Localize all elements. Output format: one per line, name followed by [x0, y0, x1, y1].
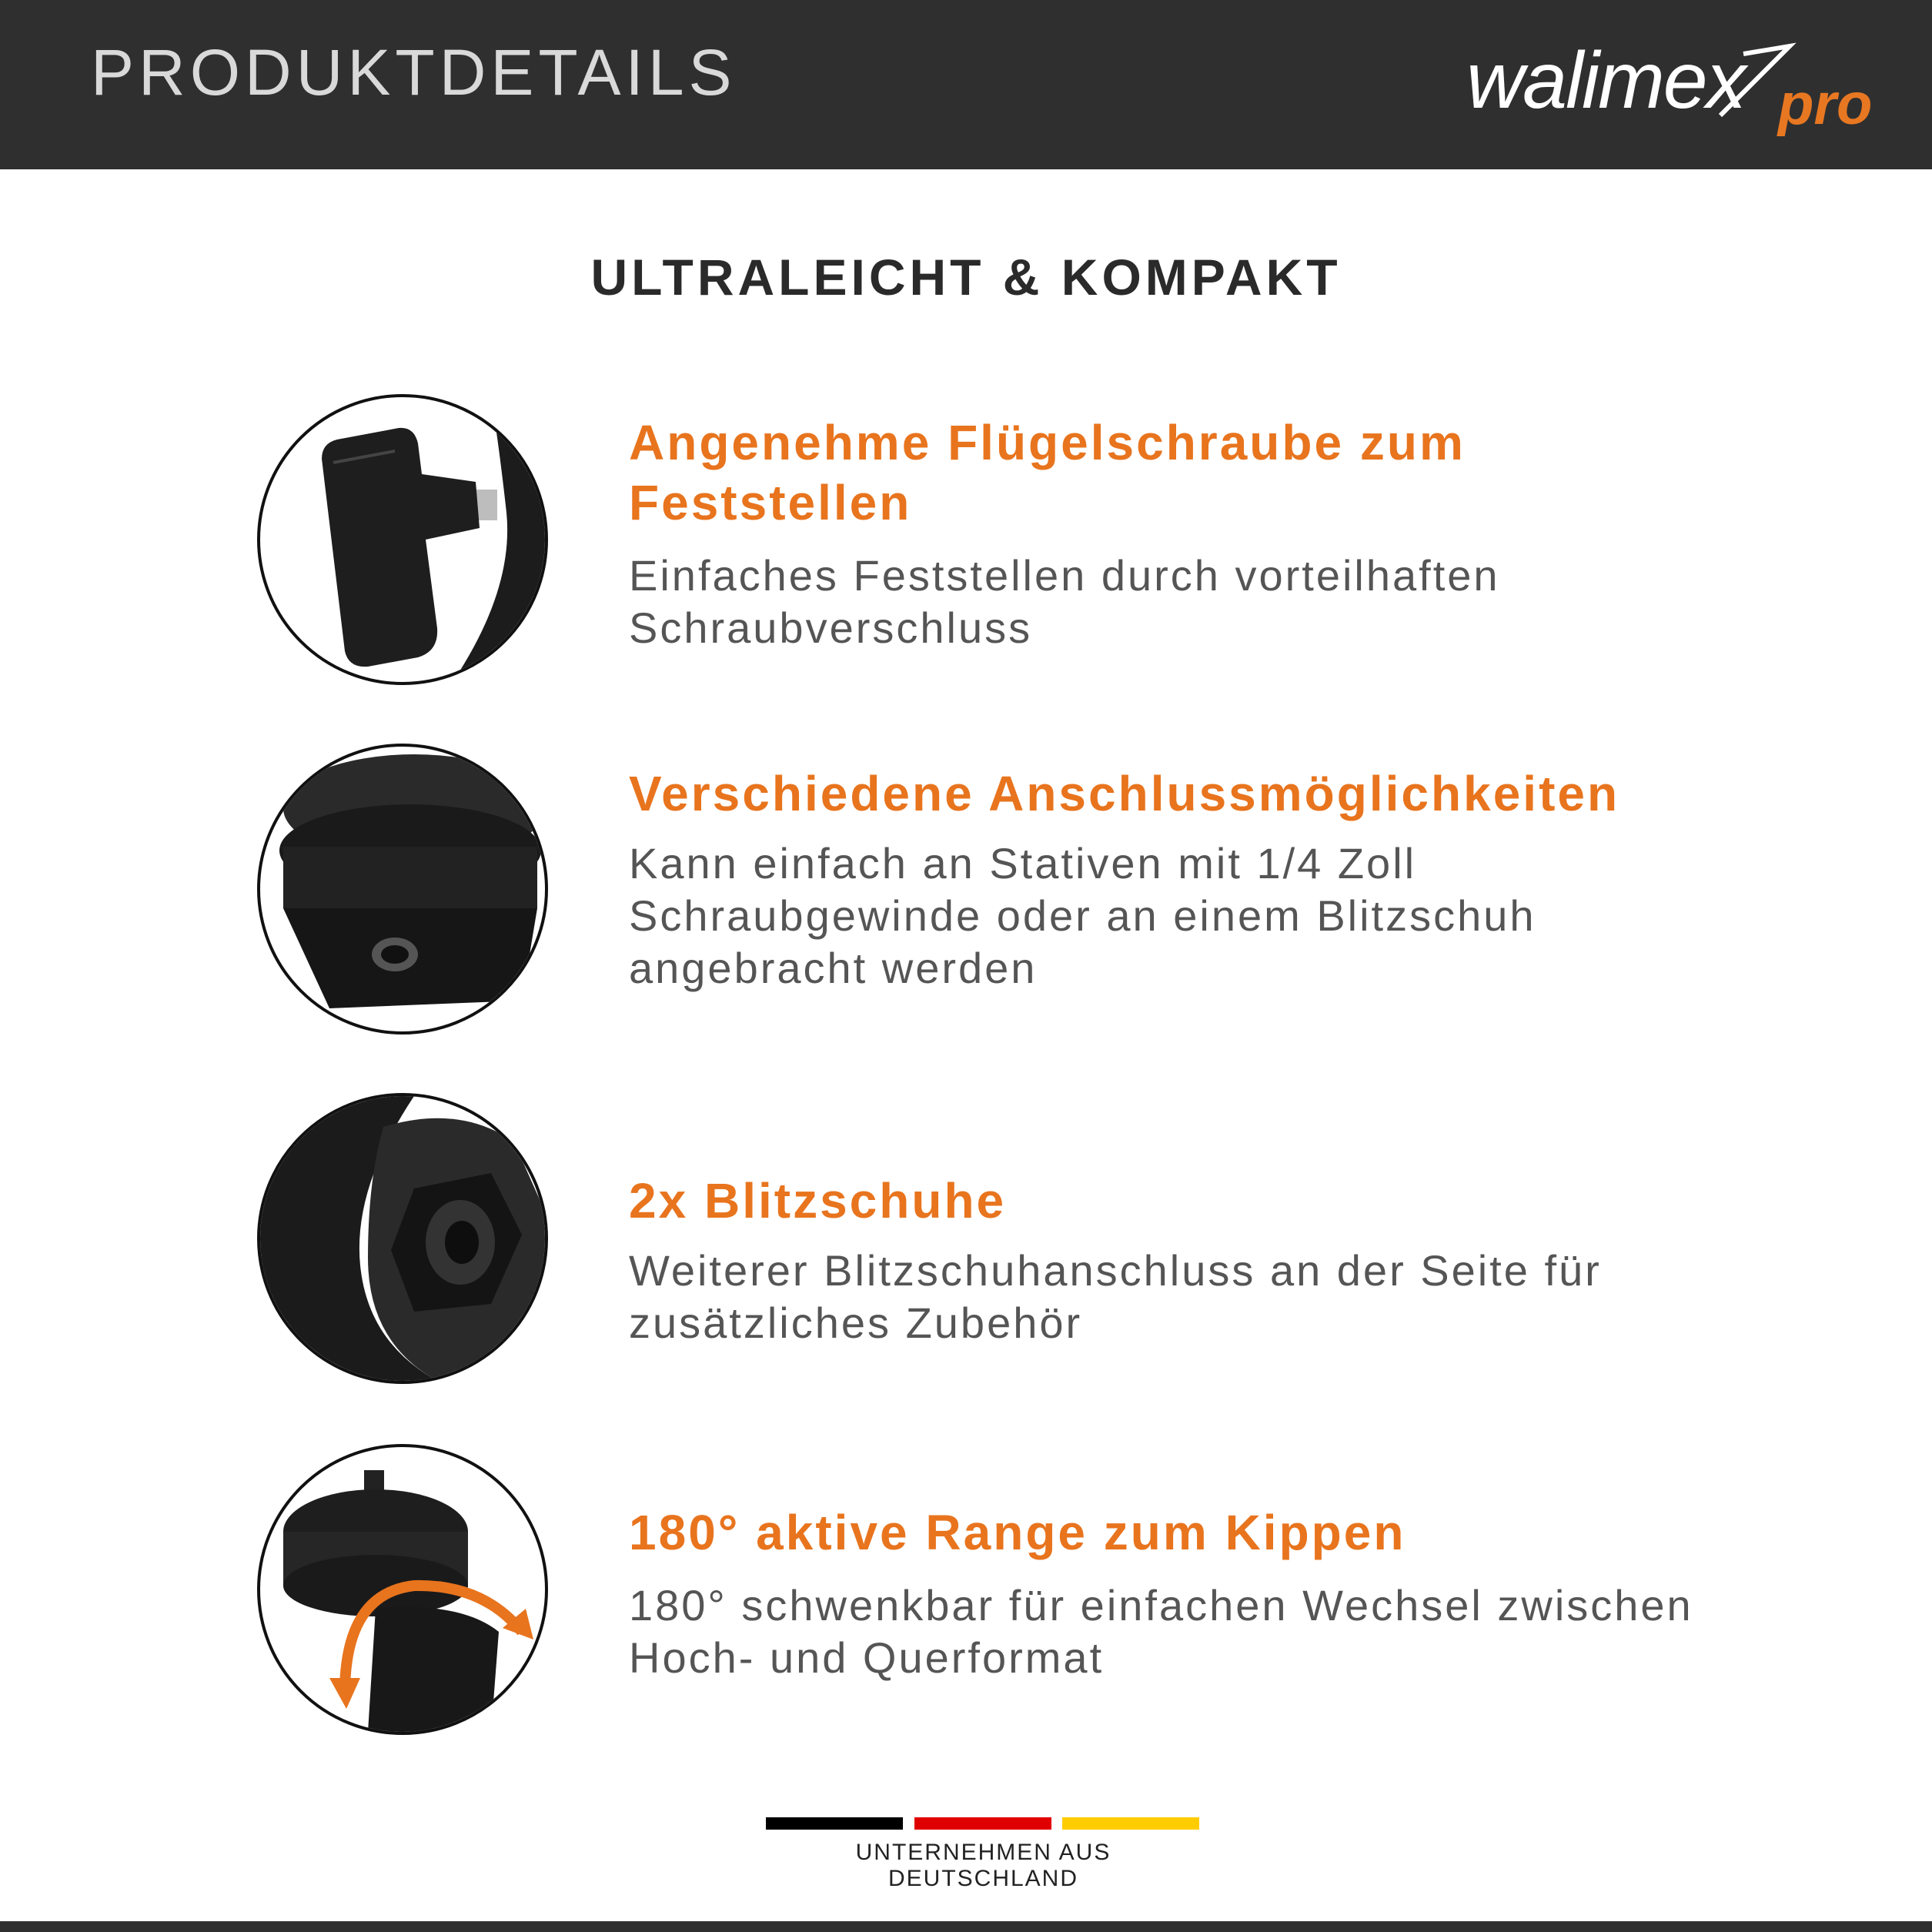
flag-stripe-gold [1062, 1817, 1199, 1830]
feature-description: Einfaches Feststellen durch vorteilhaften Schraubverschluss [629, 551, 1500, 652]
feature-title: Angenehme Flügelschraube zum Feststellen [629, 415, 1466, 530]
feature-description: 180° schwenkbar für einfachen Wechsel zwischen Hoch- und Querformat [629, 1581, 1693, 1682]
feature-description: Weiterer Blitzschuhanschluss an der Seite für zusätzliches Zubehör [629, 1246, 1602, 1347]
tilt-head-photo-icon [257, 1444, 548, 1735]
thread-adapter-photo-icon [257, 744, 548, 1035]
footer-note: UNTERNEHMEN AUS DEUTSCHLAND [855, 1840, 1111, 1891]
wing-screw-photo-icon [257, 394, 548, 685]
walimex-pro-logo [1466, 23, 1882, 137]
logo-sub-text: pro [1778, 72, 1873, 137]
feature-title: 2x Blitzschuhe [629, 1173, 1007, 1228]
feature-title: Verschiedene Anschlussmöglichkeiten [629, 766, 1620, 821]
bottom-bar [0, 1921, 1932, 1932]
logo-x-swoosh-icon [1466, 23, 1882, 131]
section-title: ULTRALEICHT & KOMPAKT [590, 249, 1342, 306]
hot-shoe-photo-icon [257, 1093, 548, 1384]
flag-stripe-red [914, 1817, 1051, 1830]
logo-main-text: walimex [1466, 36, 1745, 125]
header-bar [0, 0, 1932, 169]
flag-stripe-black [766, 1817, 903, 1830]
header-title: PRODUKTDETAILS [91, 36, 737, 109]
feature-description: Kann einfach an Stativen mit 1/4 Zoll Schraubgewinde oder an einem Blitzschuh angebracht werden [629, 839, 1536, 992]
feature-title: 180° aktive Range zum Kippen [629, 1505, 1406, 1560]
